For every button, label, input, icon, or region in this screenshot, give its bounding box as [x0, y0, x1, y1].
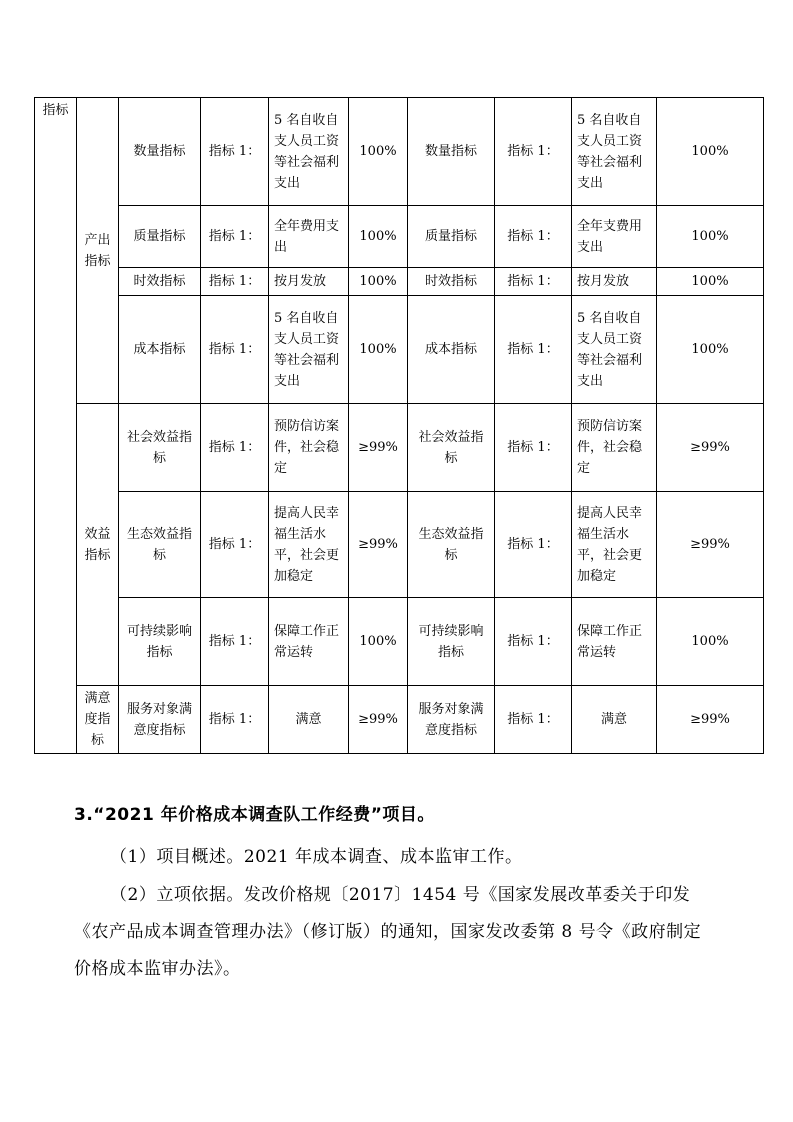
indicator-value: ≥99%: [349, 686, 408, 754]
indicator-label: 指标 1：: [201, 296, 269, 404]
indicator-value: 100%: [657, 206, 764, 268]
indicator-content: 5 名自收自支人员工资等社会福利支出: [572, 98, 657, 206]
level2-indicator-cell: 效益指标: [77, 404, 119, 686]
sub-indicator: 时效指标: [119, 268, 201, 296]
indicator-value: ≥99%: [657, 404, 764, 492]
sub-indicator: 生态效益指标: [408, 492, 495, 598]
indicator-value: 100%: [349, 296, 408, 404]
indicator-value: 100%: [349, 206, 408, 268]
indicator-label: 指标 1：: [495, 492, 572, 598]
indicator-label: 指标 1：: [201, 268, 269, 296]
indicator-content: 5 名自收自支人员工资等社会福利支出: [269, 98, 349, 206]
table-row: [35, 296, 764, 404]
overview-paragraph: （1）项目概述。2021 年成本调查、成本监审工作。: [110, 847, 523, 867]
indicator-content: 5 名自收自支人员工资等社会福利支出: [572, 296, 657, 404]
indicator-label: 指标 1：: [495, 268, 572, 296]
indicator-label: 指标 1：: [201, 404, 269, 492]
indicator-content: 满意: [572, 686, 657, 754]
sub-indicator: 数量指标: [408, 98, 495, 206]
sub-indicator: 质量指标: [408, 206, 495, 268]
sub-indicator: 服务对象满意度指标: [119, 686, 201, 754]
indicator-content: 预防信访案件，社会稳定: [572, 404, 657, 492]
sub-indicator: 社会效益指标: [408, 404, 495, 492]
indicator-label: 指标 1：: [201, 686, 269, 754]
table-row: [35, 686, 764, 754]
indicator-value: 100%: [657, 268, 764, 296]
sub-indicator: 数量指标: [119, 98, 201, 206]
table-row: [35, 598, 764, 686]
indicator-label: 指标 1：: [495, 686, 572, 754]
indicator-value: 100%: [349, 268, 408, 296]
indicator-content: 全年费用支出: [269, 206, 349, 268]
indicator-value: ≥99%: [349, 492, 408, 598]
level2-indicator-cell: 满意度指标: [77, 686, 119, 754]
sub-indicator: 服务对象满意度指标: [408, 686, 495, 754]
indicator-value: ≥99%: [657, 686, 764, 754]
sub-indicator: 可持续影响指标: [408, 598, 495, 686]
indicator-value: 100%: [657, 296, 764, 404]
sub-indicator: 成本指标: [408, 296, 495, 404]
table-row: [35, 492, 764, 598]
indicator-value: ≥99%: [657, 492, 764, 598]
sub-indicator: 时效指标: [408, 268, 495, 296]
indicator-content: 预防信访案件，社会稳定: [269, 404, 349, 492]
sub-indicator: 可持续影响指标: [119, 598, 201, 686]
indicator-value: 100%: [349, 98, 408, 206]
indicator-content: 提高人民幸福生活水平，社会更加稳定: [572, 492, 657, 598]
indicator-value: 100%: [349, 598, 408, 686]
indicator-label: 指标 1：: [495, 598, 572, 686]
indicator-label: 指标 1：: [201, 98, 269, 206]
indicator-content: 全年支费用支出: [572, 206, 657, 268]
level1-indicator-cell: 指标: [35, 98, 77, 754]
indicator-content: 提高人民幸福生活水平，社会更加稳定: [269, 492, 349, 598]
sub-indicator: 成本指标: [119, 296, 201, 404]
indicator-label: 指标 1：: [495, 404, 572, 492]
indicator-content: 满意: [269, 686, 349, 754]
sub-indicator: 生态效益指标: [119, 492, 201, 598]
level2-indicator-cell: 产出指标: [77, 98, 119, 404]
indicator-value: 100%: [657, 598, 764, 686]
table-row: [35, 268, 764, 296]
indicator-value: 100%: [657, 98, 764, 206]
indicator-content: 保障工作正常运转: [269, 598, 349, 686]
sub-indicator: 质量指标: [119, 206, 201, 268]
indicator-content: 按月发放: [269, 268, 349, 296]
indicator-content: 保障工作正常运转: [572, 598, 657, 686]
table-row: [35, 206, 764, 268]
section-heading: 3.“2021 年价格成本调查队工作经费”项目。: [74, 805, 435, 825]
indicator-label: 指标 1：: [201, 598, 269, 686]
performance-indicator-table: [34, 97, 764, 754]
indicator-label: 指标 1：: [201, 206, 269, 268]
indicator-value: ≥99%: [349, 404, 408, 492]
table-row: [35, 98, 764, 206]
sub-indicator: 社会效益指标: [119, 404, 201, 492]
indicator-content: 5 名自收自支人员工资等社会福利支出: [269, 296, 349, 404]
indicator-label: 指标 1：: [495, 296, 572, 404]
indicator-label: 指标 1：: [201, 492, 269, 598]
indicator-content: 按月发放: [572, 268, 657, 296]
indicator-label: 指标 1：: [495, 98, 572, 206]
indicator-label: 指标 1：: [495, 206, 572, 268]
table-row: [35, 404, 764, 492]
basis-paragraph: （2）立项依据。发改价格规〔2017〕1454 号《国家发展改革委关于印发《农产品成本调查管理办法》（修订版）的通知，国家发改委第 8 号令《政府制定价格成本监审办法》。: [74, 885, 702, 979]
